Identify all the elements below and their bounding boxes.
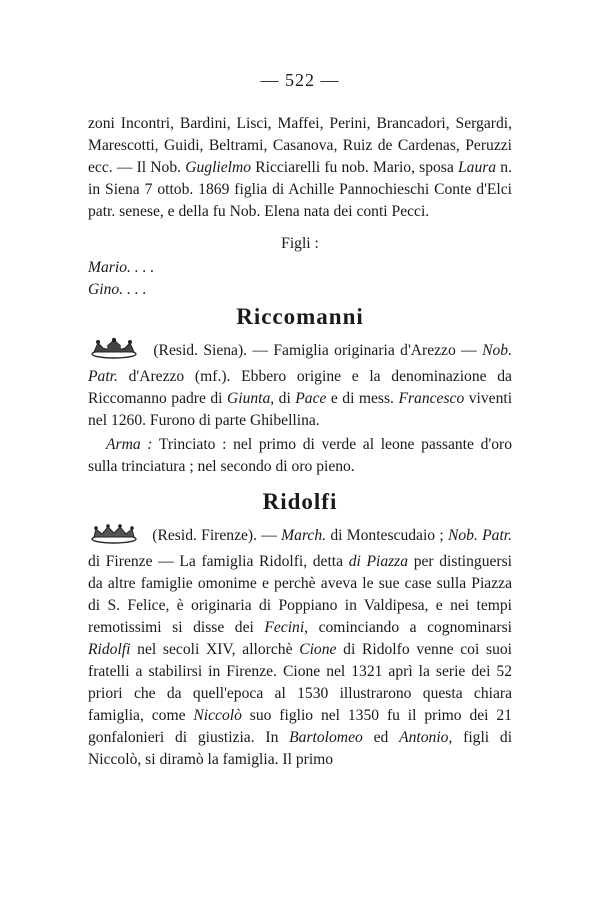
figli-label: Figli : xyxy=(281,235,319,252)
ridolfi-text-a: di Montescudaio ; xyxy=(330,527,444,545)
ridolfi-resid: (Resid. Firenze). — xyxy=(152,527,277,545)
name-bartolomeo: Bartolomeo xyxy=(289,729,363,746)
ridolfi-text-c: per distinguersi da altre famiglie omonime e perchè aveva le sue case sulla Piazza di S. Felice, è originaria di Poppiano in Valdipesa, e nei tempi remotissimi si disse dei xyxy=(88,553,513,636)
name-cione: Cione xyxy=(299,641,337,658)
ridolfi-text-b: di Firenze — La famiglia Ridolfi, detta xyxy=(88,553,344,570)
riccomanni-nob: Nob. Patr. xyxy=(88,342,512,385)
name-giunta: Giunta, xyxy=(226,390,275,407)
ridolfi-march: March. xyxy=(281,527,327,545)
family-heading-riccomanni: Riccomanni xyxy=(236,304,364,329)
name-francesco: Francesco xyxy=(398,390,465,407)
ridolfi-text-i: figli di Niccolò, si diramò la famiglia. Il primo xyxy=(88,729,513,768)
intro-text: zoni Incontri, Bardini, Lisci, Maffei, Perini, Brancadori, Sergardi, Marescotti, Guidi, Beltrami, Casanova, Ruiz de Cardenas, Peruzzi ecc. — Il Nob. xyxy=(88,115,512,176)
name-guglielmo: Guglielmo xyxy=(185,159,252,176)
child-mario: Mario. . . . xyxy=(88,259,155,276)
name-laura: Laura xyxy=(457,159,497,176)
ridolfi-text-f: di Ridolfo venne coi suoi fratelli a stabilirsi in Firenze. Cione nel 1321 aprì la serie dei 52 priori che da quell'epoca al 1530 illustrarono questa chiara famiglia, come xyxy=(88,641,513,724)
ridolfi-text-d: cominciando a cognominarsi xyxy=(318,619,512,636)
ridolfi-text-g: suo figlio nel 1350 fu il primo dei 21 gonfalonieri di giustizia. In xyxy=(88,707,512,746)
intro-text-c: n. in Siena 7 ottob. 1869 figlia di Achille Pannochieschi Conte d'Elci patr. senese, e della fu Nob. Elena nata dei conti Pecci. xyxy=(88,159,512,220)
riccomanni-text-d: viventi nel 1260. Furono di parte Ghibellina. xyxy=(88,390,513,429)
intro-text-b: Ricciarelli fu nob. Mario, sposa xyxy=(255,159,454,176)
name-pace: Pace xyxy=(295,390,327,407)
ridolfi-paragraph xyxy=(88,522,512,771)
name-di-piazza: di Piazza xyxy=(348,553,409,570)
ridolfi-nob: Nob. Patr. xyxy=(447,527,513,545)
name-antonio: Antonio, xyxy=(399,729,453,746)
page-number: — 522 — xyxy=(260,70,340,90)
riccomanni-resid: (Resid. Siena). — Famiglia originaria d'Arezzo — xyxy=(153,342,477,360)
family-heading-ridolfi: Ridolfi xyxy=(262,489,338,514)
ridolfi-text-h: ed xyxy=(373,729,389,746)
crown-icon xyxy=(88,522,140,551)
riccomanni-paragraph xyxy=(88,337,512,432)
riccomanni-text-b: di xyxy=(278,390,291,407)
riccomanni-arma xyxy=(88,434,512,478)
child-gino: Gino. . . . xyxy=(88,281,147,298)
crown-icon xyxy=(88,337,140,366)
riccomanni-text-c: e di mess. xyxy=(330,390,394,407)
name-fecini: Fecini, xyxy=(264,619,309,636)
intro-paragraph xyxy=(88,113,512,223)
arma-label: Arma : xyxy=(106,436,153,453)
ridolfi-text-e: nel secoli XIV, allorchè xyxy=(137,641,293,658)
riccomanni-text-a: d'Arezzo (mf.). Ebbero origine e la denominazione da Riccomanno padre di xyxy=(88,368,512,407)
name-ridolfi: Ridolfi xyxy=(88,641,131,658)
arma-text: Trinciato : nel primo di verde al leone passante d'oro sulla trinciatura ; nel secondo di oro pieno. xyxy=(88,436,512,475)
name-niccolo: Niccolò xyxy=(193,707,242,724)
book-page xyxy=(88,70,512,771)
